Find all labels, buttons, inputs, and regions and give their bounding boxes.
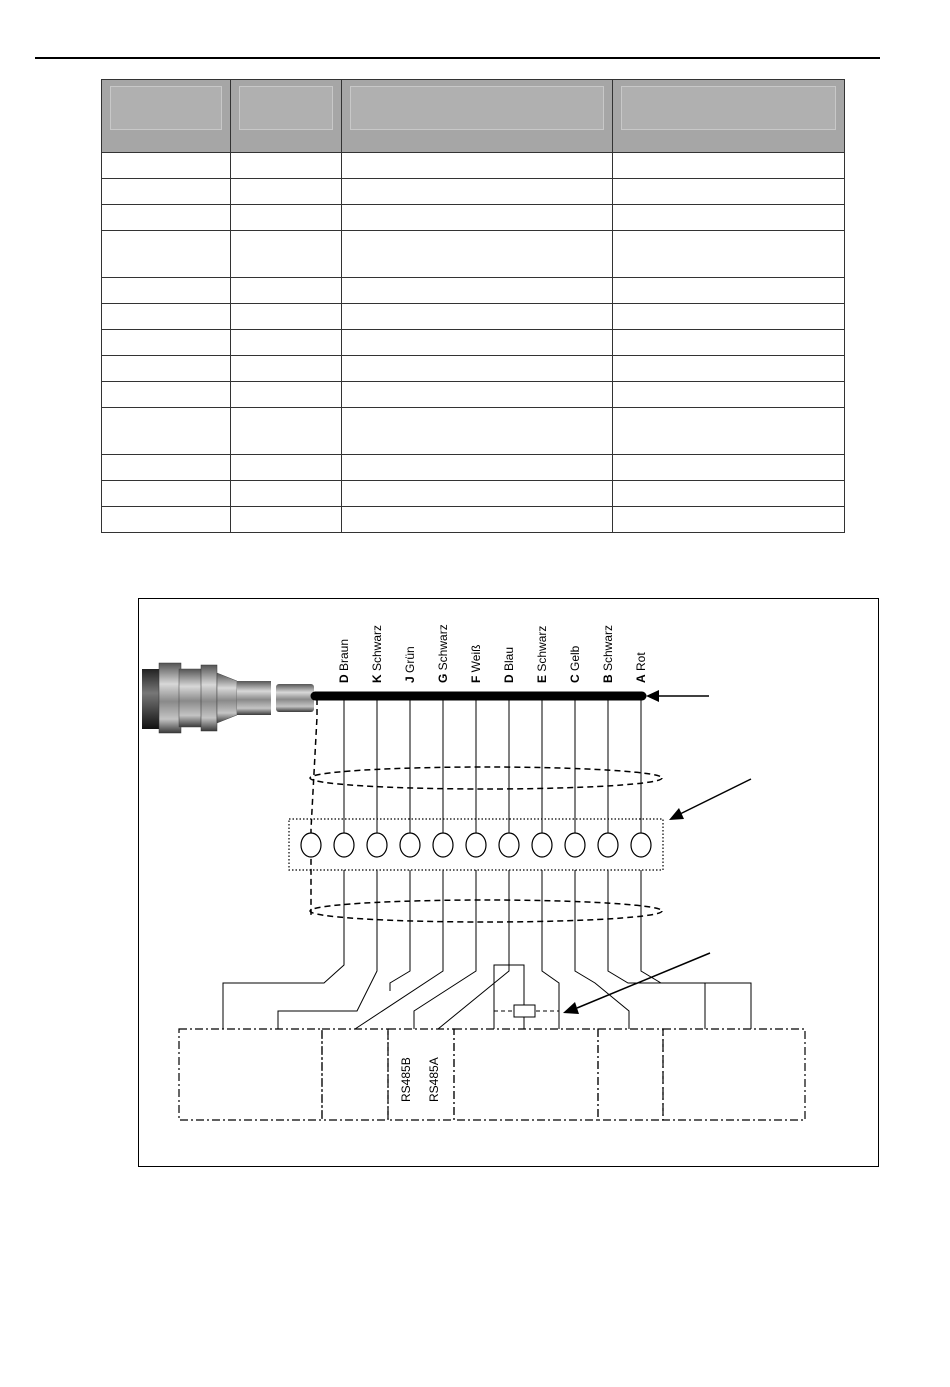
connector-plug-icon [142,663,314,733]
wire-routing-lower [223,870,751,1029]
terminal-contact [433,833,453,857]
wire-label [634,652,648,683]
table-row [102,304,845,330]
wire-label [403,646,417,683]
table-row [102,356,845,382]
page-top-rule [35,57,880,59]
terminal-contact [499,833,519,857]
terminal-contact [301,833,321,857]
device-box [663,1029,805,1120]
table-row [102,382,845,408]
wire-letter: B [601,674,615,683]
table-row [102,330,845,356]
wire-bundle-ellipse-top [310,767,662,789]
rs485a-label: RS485A [427,1057,441,1102]
wire-color: Weiß [469,644,483,676]
wire-label [502,647,516,683]
table-row [102,278,845,304]
wire-label [469,645,483,683]
wire-letter: F [469,675,483,683]
wire-letter: E [535,674,549,683]
wire-color: Blau [502,646,516,675]
table-row [102,205,845,231]
wire-color: Schwarz [436,624,450,674]
table-header-cell [102,80,231,153]
device-box [454,1029,598,1120]
wire-letter: A [634,674,648,683]
wiring-diagram [138,598,879,1167]
table-header-row [102,80,845,153]
table-row [102,153,845,179]
terminal-contact [466,833,486,857]
wire-letter: J [403,676,417,683]
wire-letter: G [436,673,450,683]
device-box [179,1029,322,1120]
terminal-contact [565,833,585,857]
device-boxes [179,1029,805,1120]
shield-drain-wire [311,699,317,917]
table-row [102,408,845,455]
wire-letter: K [370,674,384,683]
wire-label [568,645,582,683]
wiring-diagram-svg [139,599,880,1168]
table-header-cell [613,80,845,153]
termination-resistor [494,1005,559,1017]
wire-color: Gelb [568,645,582,675]
terminal-contact [532,833,552,857]
device-box [322,1029,388,1120]
wire-color: Rot [634,652,648,675]
wire-color: Schwarz [535,625,549,675]
wire-color: Grün [403,646,417,677]
table-header-cell [231,80,342,153]
wire-letter: D [337,674,351,683]
table-row [102,231,845,278]
table-row [102,455,845,481]
wire-color: Schwarz [370,624,384,675]
terminal-contact [631,833,651,857]
pin-assignment-table [101,79,845,533]
wire-label [601,625,615,683]
terminal-block-arrow-icon [669,779,751,820]
terminal-contact [598,833,618,857]
cable-arrow-icon [646,690,709,702]
table-row [102,481,845,507]
table-header-cell [342,80,613,153]
wire-letter: C [568,674,582,683]
terminal-contact [367,833,387,857]
wire-label [436,624,450,683]
terminal-contact [334,833,354,857]
device-box [388,1029,454,1120]
wire-bundle-ellipse-bottom [310,900,662,922]
table-row [102,507,845,533]
terminal-contact [400,833,420,857]
wire-color: Braun [337,638,351,675]
table-row [102,179,845,205]
wire-label [535,626,549,683]
wire-color: Schwarz [601,624,615,675]
wire-label [337,639,351,683]
wire-label [370,625,384,683]
rs485b-label: RS485B [399,1057,413,1102]
wire-letter: D [502,674,516,683]
device-box [598,1029,663,1120]
